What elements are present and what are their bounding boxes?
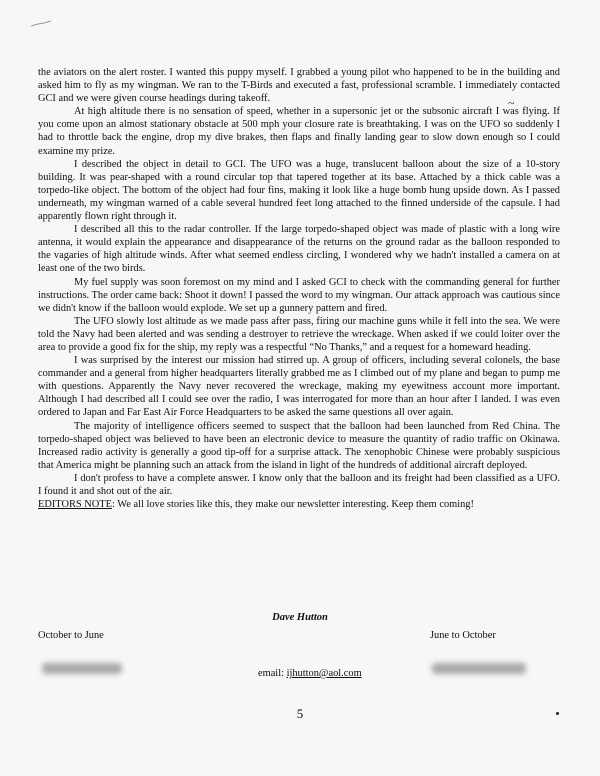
paragraph: I don't profess to have a complete answer. I know only that the balloon and its freight had been classified as a UFO. I found it and shot out of the air. [38, 472, 560, 497]
redacted-phone-left [42, 663, 122, 674]
paragraph: The majority of intelligence officers seemed to suspect that the balloon had been launched from Red China. The torpedo-shaped object was believed to have been an electronic device to measure the quantity of radio traffic on Okinawa. Increased radio activity is generally a good tip-off for a surprise attack. The xenophobic Chinese were probably suspicious that America might be planning such an attack from the island in light of the hundreds of additional aircraft deployed. [38, 420, 560, 471]
paragraph: The UFO slowly lost altitude as we made pass after pass, firing our machine guns while it fell into the sea. We were told the Navy had been alerted and was sending a destroyer to retrieve the wreckage. When asked if we could loiter over the area to provide a good fix for the ship, my reply was a respectful “No Thanks,” and a request for a homeward heading. [38, 315, 560, 353]
paragraph: I described all this to the radar controller. If the large torpedo-shaped object was made of plastic with a long wire antenna, it would explain the appearance and disappearance of the returns on the ground radar as the balloon responded to the vagaries of high altitude winds. After what seemed endless circling, I wondered why we hadn't installed a camera on at least one of the two birds. [38, 224, 560, 275]
author-signature: Dave Hutton [272, 612, 328, 623]
stray-dot [556, 712, 559, 715]
paragraph: I was surprised by the interest our mission had stirred up. A group of officers, including several colonels, the base commander and a general from higher headquarters literally grabbed me as I climbed out of my plane and began to pump me with questions. Apparently the Navy never recovered the wreckage, making my eyewitness account more important. Although I had described all I could see over the radio, I was interrogated for more than an hour after I landed. I was even ordered to Japan and Far East Air Force Headquarters to be asked the same questions all over again. [38, 355, 560, 419]
email-line [258, 668, 362, 679]
redacted-phone-right [432, 663, 526, 674]
editors-note-label: EDITORS NOTE [38, 499, 112, 511]
paragraph: the aviators on the alert roster. I wanted this puppy myself. I grabbed a young pilot who happened to be in the building and asked him to fly as my wingman. We ran to the T-Birds and executed a fast, professional scramble. I immediately contacted GCI and we were given course headings during takeoff. [38, 67, 560, 105]
page-number: 5 [296, 706, 304, 721]
season-left-label: October to June [38, 630, 104, 641]
email-link[interactable]: ijhutton@aol.com [286, 668, 362, 679]
paragraph: My fuel supply was soon foremost on my mind and I asked GCI to check with the commanding general for further instructions. The order came back: Shoot it down! I passed the word to my wingman. Our attack approach was cautious since we didn't know if the balloon would explode. We set up a gunnery pattern and fired. [38, 276, 560, 314]
email-label: email: [258, 668, 287, 679]
article-body [38, 66, 560, 511]
stray-ink-mark [30, 20, 52, 28]
editors-note [38, 498, 560, 511]
editors-note-text: : We all love stories like this, they make our newsletter interesting. Keep them coming! [111, 499, 474, 511]
pen-mark: ~ [508, 96, 515, 110]
paragraph: At high altitude there is no sensation of speed, whether in a supersonic jet or the subsonic aircraft I was flying. If you come upon an almost stationary obstacle at 500 mph your closure rate is breathtaking. I was on the UFO so suddenly I had to throttle back the engine, drop my dive brakes, then flaps and finally landing gear to slow down enough so I could examine my prize. [38, 106, 560, 157]
paragraph: I described the object in detail to GCI. The UFO was a huge, translucent balloon about the size of a 10-story building. It was pear-shaped with a round circular top that tapered together at its base. Attached by a thick cable was a torpedo-like object. The bottom of the object had four fins, making it look like a huge bomb hung upside down. As I passed underneath, my wingman warned of a cable several hundred feet long attached to the finned underside of the capsule. I had apparently flown right through it. [38, 158, 560, 223]
season-right-label: June to October [430, 630, 496, 641]
